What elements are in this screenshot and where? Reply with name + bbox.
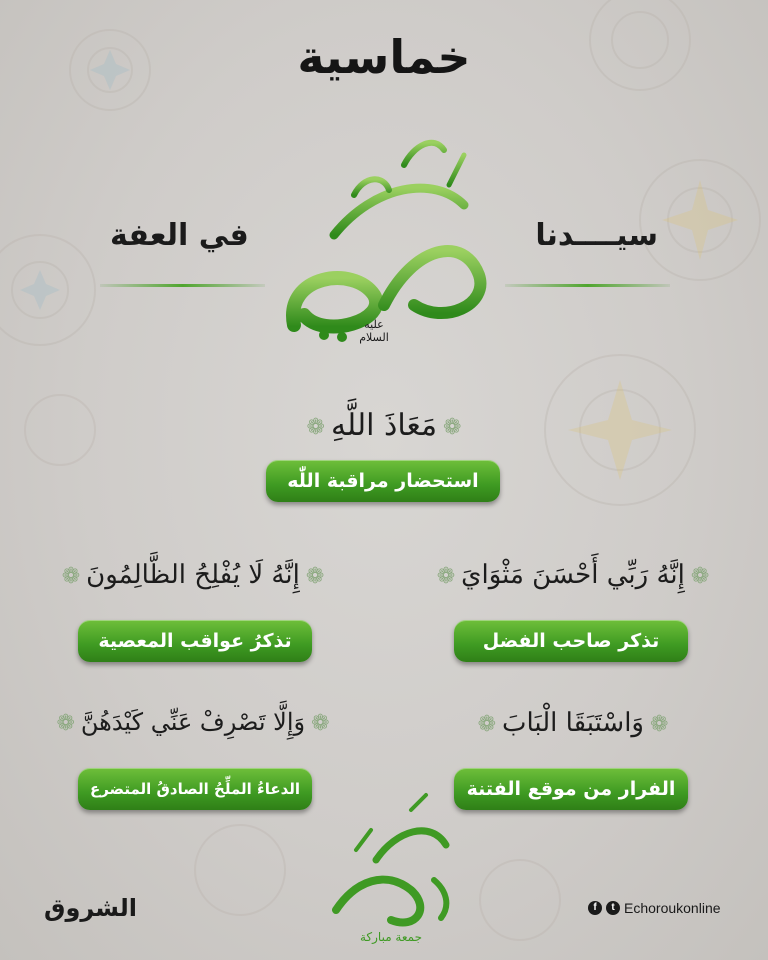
facebook-icon[interactable]: f xyxy=(588,901,602,915)
verse-1: ❁مَعَاذَ اللَّهِ❁ xyxy=(306,408,462,443)
ornament-icon: ❁ xyxy=(690,563,710,589)
ornament-icon: ❁ xyxy=(61,563,81,589)
verse-2: ❁إِنَّهُ رَبِّي أَحْسَنَ مَثْوَايَ❁ xyxy=(436,560,710,590)
header-left-line xyxy=(100,284,265,287)
ornament-icon: ❁ xyxy=(477,711,496,737)
ornament-icon: ❁ xyxy=(443,414,462,440)
header-right-line xyxy=(505,284,670,287)
ornament-icon: ❁ xyxy=(649,711,669,737)
verse-5: ❁وَإِلَّا تَصْرِفْ عَنِّي كَيْدَهُنَّ❁ xyxy=(56,708,330,736)
ornament-icon: ❁ xyxy=(305,563,325,589)
ornament-icon: ❁ xyxy=(436,563,456,589)
label-pill-3: تذكرُ عواقب المعصية xyxy=(78,620,312,662)
ornament-icon: ❁ xyxy=(306,414,325,440)
label-pill-5: الدعاءُ الملِّحُ الصادقُ المتضرع xyxy=(78,768,312,810)
ornament-icon: ❁ xyxy=(311,711,330,736)
label-pill-1: استحضار مراقبة اللّٰه xyxy=(266,460,500,502)
label-pill-2: تذكر صاحب الفضل xyxy=(454,620,688,662)
brand-logo: الشروق xyxy=(44,894,137,922)
social-handle[interactable] xyxy=(588,900,721,916)
honorific: عليه السلام xyxy=(359,318,389,344)
page-title: خماسية xyxy=(297,30,471,84)
twitter-icon[interactable]: t xyxy=(606,901,620,915)
header-left-text: في العفة xyxy=(110,218,249,253)
verse-3: ❁إِنَّهُ لَا يُفْلِحُ الظَّالِمُونَ❁ xyxy=(61,560,325,590)
jumua-mubaraka-calligraphy-icon xyxy=(316,790,466,940)
verse-4: ❁وَاسْتَبَقَا الْبَابَ❁ xyxy=(477,708,669,738)
ornament-icon: ❁ xyxy=(56,711,75,736)
social-handle-text: Echoroukonline xyxy=(624,900,721,916)
label-pill-4: الفرار من موقع الفتنة xyxy=(454,768,688,810)
greeting-text: جمعة مباركة xyxy=(359,930,423,944)
header-right-text: سيــــدنا xyxy=(535,218,658,253)
